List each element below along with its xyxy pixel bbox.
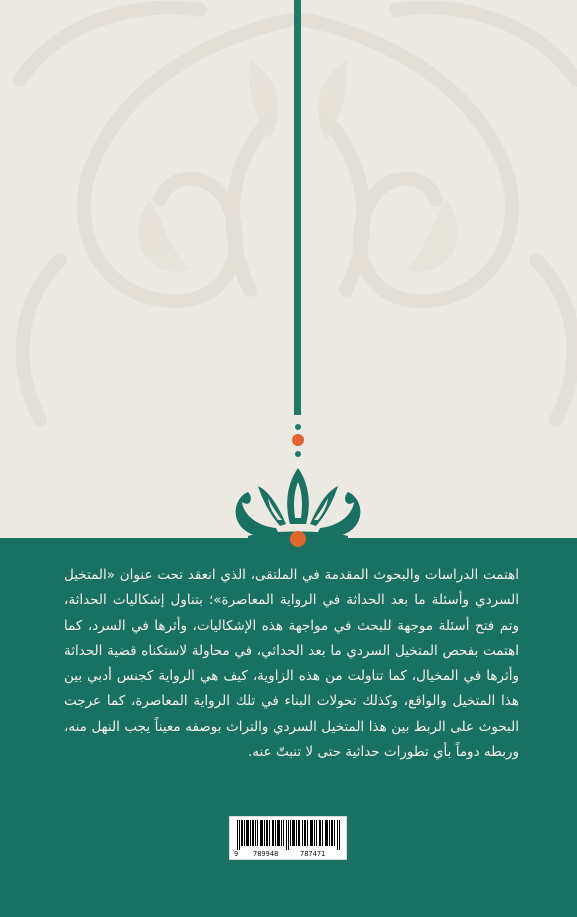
lotus-ornament-icon [228,462,368,548]
back-cover-blurb: اهتمت الدراسات والبحوث المقدمة في الملتقى، الذي انعقد تحت عنوان «المتخيل السردي وأسئلة ما بعد الحداثة في الرواية المعاصرة»؛ بتناول إشكاليات الحداثة، وتم فتح أسئلة موجهة للبحث في مواجهة هذه الإشكاليات، وأثرها في السرد، كما اهتمت بفحص المتخيل السردي ما بعد الحداثي، في محاولة لاستكناه قضية الحداثة وأثرها في المخيال، كما تناولت من هذه الزاوية، كيف هي الرواية كجنس أدبي بين هذا المتخيل والواقع، وكذلك تحولات البناء في تلك الرواية المعاصرة، كما عرجت البحوث على الربط بين هذا المتخيل السردي والتراث بوصفه معيناً يجب النهل منه، وربطه دوماً بأي تطورات حداثية حتى لا تنبتّ عنه. [64,567,519,761]
isbn-barcode [229,816,347,860]
barcode-bars [237,820,341,850]
barcode-group-2: 787471 [300,850,326,858]
divider-dot [295,451,301,457]
orange-accent-dot [292,434,304,446]
vertical-divider-line [294,0,301,415]
barcode-number [234,848,344,860]
divider-dot [295,424,301,430]
barcode-group-1: 789948 [253,850,279,858]
barcode-first-digit: 9 [234,850,239,858]
